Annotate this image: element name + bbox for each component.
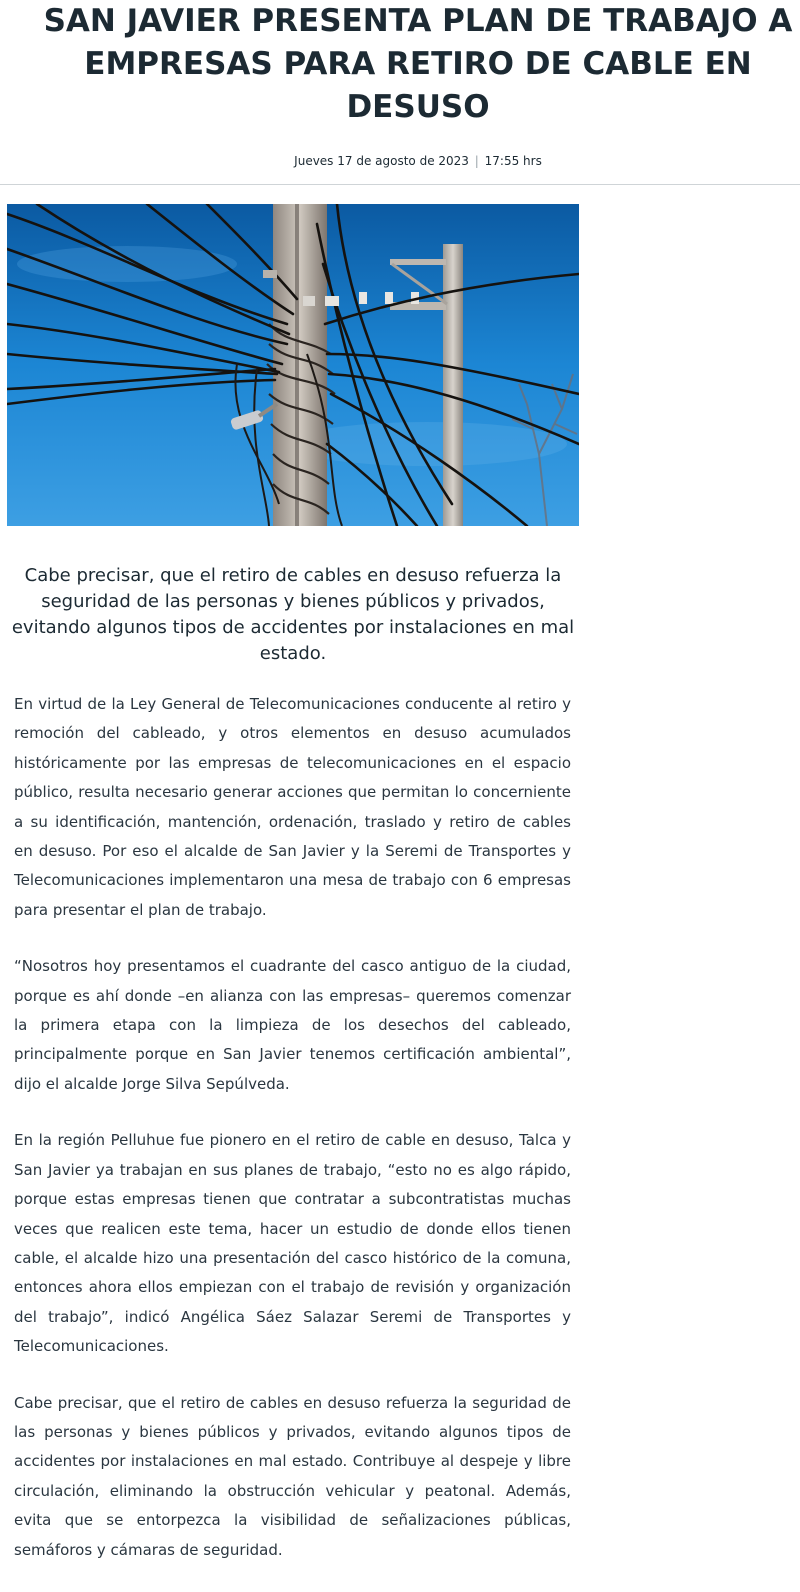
article-body <box>14 690 571 1592</box>
article-lead: Cabe precisar, que el retiro de cables en desuso refuerza la seguridad de las personas y bienes públicos y privados, evitando algunos tipos de accidentes por instalaciones en mal estado. <box>11 565 575 664</box>
article-time: 17:55 hrs <box>484 154 542 168</box>
article-paragraph: En virtud de la Ley General de Telecomunicaciones conducente al retiro y remoción del cableado, y otros elementos en desuso acumulados históricamente por las empresas de telecomunicaciones en el espacio público, resulta necesario generar acciones que permitan lo concerniente a su identificación, mantención, ordenación, traslado y retiro de cables en desuso. Por eso el alcalde de San Javier y la Seremi de Transportes y Telecomunicaciones implementaron una mesa de trabajo con 6 empresas para presentar el plan de trabajo. <box>14 695 571 919</box>
article-paragraph: “Nosotros hoy presentamos el cuadrante del casco antiguo de la ciudad, porque es ahí donde –en alianza con las empresas– queremos comenzar la primera etapa con la limpieza de los desechos del cableado, principalmente porque en San Javier tenemos certificación ambiental”, dijo el alcalde Jorge Silva Sepúlveda. <box>14 957 571 1093</box>
article-photo <box>7 204 579 526</box>
article-date: Jueves 17 de agosto de 2023 <box>294 154 469 168</box>
article-paragraph: En la región Pelluhue fue pionero en el retiro de cable en desuso, Talca y San Javier ya trabajan en sus planes de trabajo, “esto no es algo rápido, porque estas empresas tienen que contratar a subcontratistas muchas veces que realicen este tema, hacer un estudio de donde ellos tienen cable, el alcalde hizo una presentación del casco histórico de la comuna, entonces ahora ellos empiezan con el trabajo de revisión y organización del trabajo”, indicó Angélica Sáez Salazar Seremi de Transportes y Telecomunicaciones. <box>14 1131 571 1356</box>
date-separator: | <box>474 154 479 168</box>
utility-pole-cables-image <box>7 204 579 526</box>
header-divider <box>0 184 800 185</box>
article-title: SAN JAVIER PRESENTA PLAN DE TRABAJO A EMPRESAS PARA RETIRO DE CABLE EN DESUSO <box>43 3 793 125</box>
article-dateline <box>36 152 800 170</box>
article-paragraph: Cabe precisar, que el retiro de cables en desuso refuerza la seguridad de las personas y bienes públicos y privados, evitando algunos tipos de accidentes por instalaciones en mal estado. Contribuye al despeje y libre circulación, eliminando la obstrucción vehicular y peatonal. Además, evita que se entorpezca la visibilidad de señalizaciones públicas, semáforos y cámaras de seguridad. <box>14 1393 571 1559</box>
